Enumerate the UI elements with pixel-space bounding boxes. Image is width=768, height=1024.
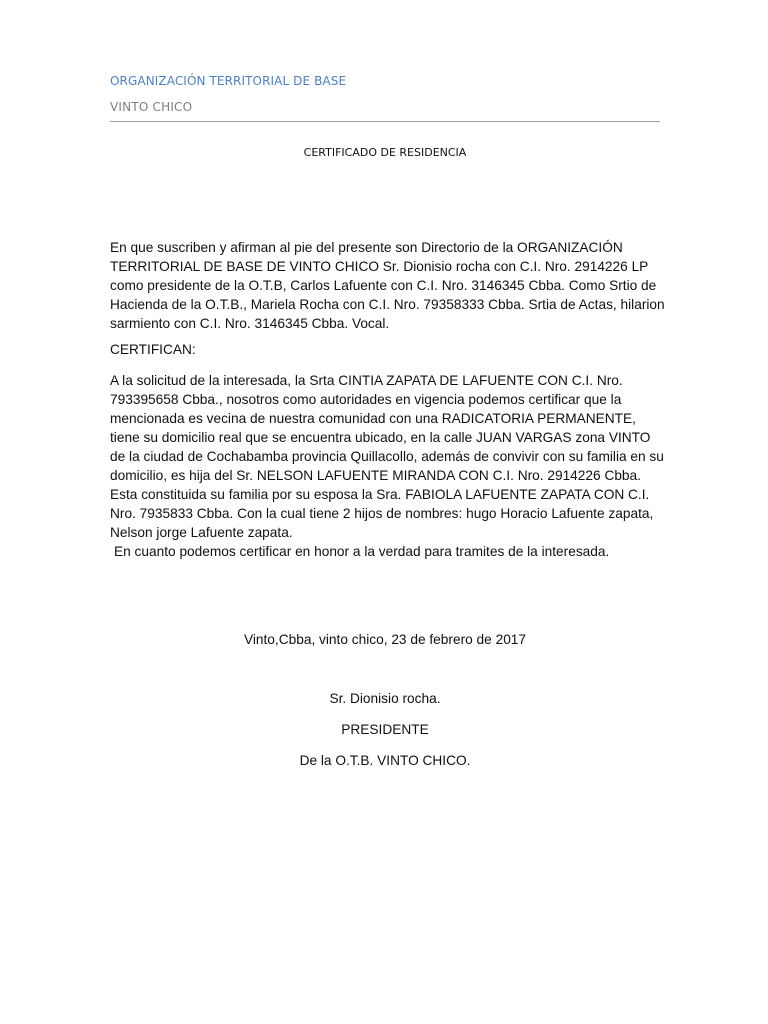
- closing-paragraph: En cuanto podemos certificar en honor a la verdad para tramites de la interesada.: [114, 544, 610, 559]
- header-divider: [110, 121, 660, 122]
- header-subtitle: VINTO CHICO: [110, 100, 193, 114]
- document-title: CERTIFICADO DE RESIDENCIA: [303, 146, 467, 159]
- date-line: Vinto,Cbba, vinto chico, 23 de febrero de 2017: [243, 632, 527, 647]
- body-paragraph: A la solicitud de la interesada, la Srta CINTIA ZAPATA DE LAFUENTE CON C.I. Nro. 793395658 Cbba., nosotros como autoridades en vigencia podemos certificar que la mencionada es vecina de nuestra comunidad con una RADICATORIA PERMANENTE, tiene su domicilio real que se encuentra ubicado, en la calle JUAN VARGAS zona VINTO de la ciudad de Cochabamba provincia Quillacollo, además de convivir con su familia en su domicilio, es hija del Sr. NELSON LAFUENTE MIRANDA CON C.I. Nro. 2914226 Cbba. Esta constituida su familia por su esposa la Sra. FABIOLA LAFUENTE ZAPATA CON C.I. Nro. 7935833 Cbba. Con la cual tiene 2 hijos de nombres: hugo Horacio Lafuente zapata, Nelson jorge Lafuente zapata.: [110, 373, 664, 540]
- signatory-name: Sr. Dionisio rocha.: [329, 691, 441, 706]
- signatory-organization: De la O.T.B. VINTO CHICO.: [299, 753, 471, 768]
- certify-heading: CERTIFICAN:: [110, 342, 196, 357]
- signatory-role: PRESIDENTE: [341, 722, 429, 737]
- intro-paragraph: En que suscriben y afirman al pie del presente son Directorio de la ORGANIZACIÓN TERRITORIAL DE BASE DE VINTO CHICO Sr. Dionisio rocha con C.I. Nro. 2914226 LP como presidente de la O.T.B, Carlos Lafuente con C.I. Nro. 3146345 Cbba. Como Srtio de Hacienda de la O.T.B., Mariela Rocha con C.I. Nro. 79358333 Cbba. Srtia de Actas, hilarion sarmiento con C.I. Nro. 3146345 Cbba. Vocal.: [110, 240, 665, 331]
- header-organization: ORGANIZACIÓN TERRITORIAL DE BASE: [110, 74, 347, 88]
